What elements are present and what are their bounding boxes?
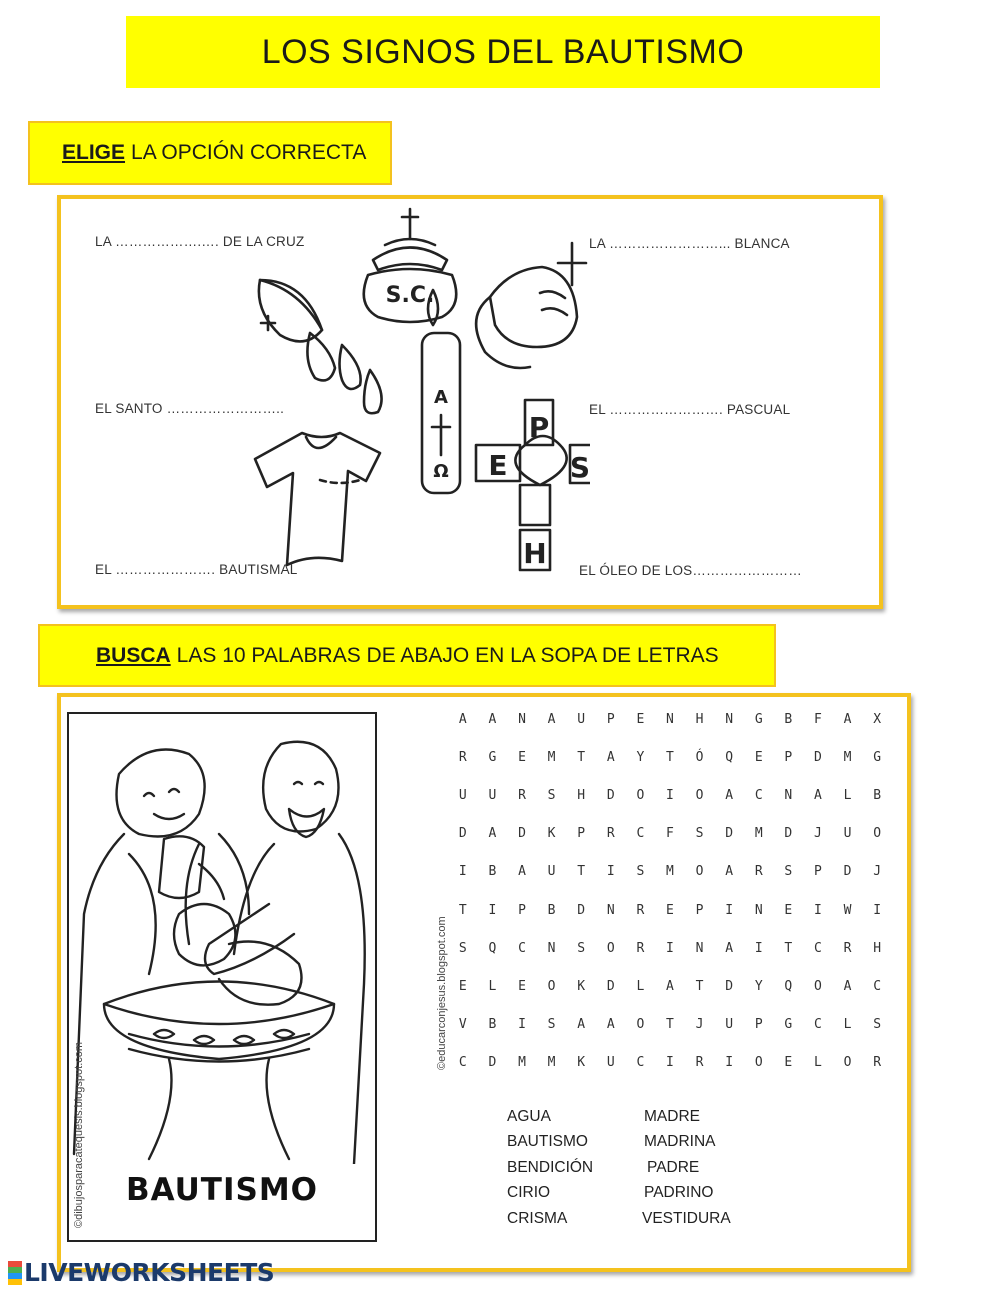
- grid-cell[interactable]: D: [606, 978, 615, 994]
- grid-cell[interactable]: D: [725, 978, 734, 994]
- grid-cell[interactable]: P: [606, 711, 615, 727]
- letter-p: P: [528, 411, 550, 444]
- grid-cell[interactable]: M: [547, 749, 556, 765]
- grid-cell[interactable]: L: [843, 787, 852, 803]
- grid-cell[interactable]: C: [814, 1017, 822, 1033]
- grid-cell[interactable]: D: [518, 826, 526, 842]
- word-item: CIRIO: [507, 1184, 551, 1202]
- candle-alpha: A: [434, 387, 448, 408]
- word-item: AGUA: [507, 1108, 551, 1125]
- grid-cell[interactable]: L: [636, 978, 645, 994]
- grid-cell[interactable]: T: [666, 1017, 674, 1033]
- grid-cell[interactable]: Ó: [695, 749, 704, 765]
- grid-cell[interactable]: Y: [636, 749, 645, 765]
- grid-cell[interactable]: R: [843, 940, 852, 956]
- grid-cell[interactable]: J: [814, 826, 822, 842]
- grid-cell[interactable]: O: [695, 864, 704, 880]
- grid-cell[interactable]: M: [518, 1055, 526, 1071]
- grid-cell[interactable]: O: [636, 1017, 645, 1033]
- grid-cell[interactable]: C: [636, 1055, 645, 1071]
- grid-cell[interactable]: Q: [725, 749, 734, 765]
- grid-cell[interactable]: I: [666, 787, 674, 803]
- grid-cell[interactable]: R: [518, 787, 526, 803]
- grid-cell[interactable]: I: [488, 902, 497, 918]
- grid-cell[interactable]: G: [754, 711, 763, 727]
- grid-cell[interactable]: L: [814, 1055, 822, 1071]
- instruction-search-text: LAS 10 PALABRAS DE ABAJO EN LA SOPA DE LETRAS: [176, 643, 719, 667]
- grid-cell[interactable]: E: [518, 978, 526, 994]
- grid-cell[interactable]: A: [518, 864, 526, 880]
- liveworksheets-logo[interactable]: [8, 1258, 274, 1287]
- grid-cell[interactable]: P: [784, 749, 793, 765]
- grid-cell[interactable]: N: [725, 711, 734, 727]
- grid-cell[interactable]: U: [488, 787, 497, 803]
- grid-cell[interactable]: N: [754, 902, 763, 918]
- grid-cell[interactable]: M: [843, 749, 852, 765]
- grid-cell[interactable]: A: [725, 940, 734, 956]
- grid-cell[interactable]: E: [458, 978, 467, 994]
- live-badge-icon: [8, 1261, 22, 1285]
- grid-cell[interactable]: N: [606, 902, 615, 918]
- grid-cell[interactable]: L: [843, 1017, 852, 1033]
- grid-cell[interactable]: Q: [488, 940, 497, 956]
- credit-left: ©dibujosparacatequesis.blogspot.com: [73, 1041, 85, 1228]
- grid-cell[interactable]: N: [547, 940, 556, 956]
- grid-cell[interactable]: E: [784, 902, 793, 918]
- grid-cell[interactable]: O: [814, 978, 822, 994]
- grid-cell[interactable]: O: [547, 978, 556, 994]
- blank-sign-of-cross[interactable]: LA ……………….…. DE LA CRUZ: [95, 234, 305, 249]
- grid-cell[interactable]: F: [814, 711, 822, 727]
- letter-s: S: [569, 451, 590, 484]
- baptism-signs-illustration: [250, 205, 590, 580]
- grid-cell[interactable]: N: [666, 711, 674, 727]
- grid-cell[interactable]: D: [725, 826, 734, 842]
- instruction-choose-text: LA OPCIÓN CORRECTA: [131, 141, 367, 164]
- grid-cell[interactable]: U: [843, 826, 852, 842]
- grid-cell[interactable]: A: [488, 826, 497, 842]
- oil-vessel-cross-icon: [402, 209, 418, 239]
- grid-cell[interactable]: B: [547, 902, 556, 918]
- grid-cell[interactable]: D: [814, 749, 822, 765]
- illustration-caption: BAUTISMO: [125, 1172, 319, 1208]
- grid-cell[interactable]: T: [695, 978, 704, 994]
- grid-cell[interactable]: V: [458, 1017, 467, 1033]
- grid-cell[interactable]: N: [695, 940, 704, 956]
- grid-cell[interactable]: Y: [754, 978, 763, 994]
- grid-cell[interactable]: O: [843, 1055, 852, 1071]
- grid-cell[interactable]: H: [695, 711, 704, 727]
- grid-cell[interactable]: N: [518, 711, 526, 727]
- grid-cell[interactable]: T: [784, 940, 793, 956]
- grid-cell[interactable]: P: [518, 902, 526, 918]
- garment-icon: [255, 433, 380, 565]
- grid-cell[interactable]: A: [488, 711, 497, 727]
- grid-cell[interactable]: C: [458, 1055, 467, 1071]
- holy-oil-label: S.C.: [385, 283, 435, 308]
- grid-cell[interactable]: O: [754, 1055, 763, 1071]
- word-item: MADRE: [644, 1108, 700, 1125]
- grid-cell[interactable]: E: [518, 749, 526, 765]
- grid-cell[interactable]: P: [754, 1017, 763, 1033]
- grid-cell[interactable]: O: [606, 940, 615, 956]
- grid-cell[interactable]: R: [695, 1055, 704, 1071]
- grid-cell[interactable]: I: [873, 902, 882, 918]
- word-item: MADRINA: [644, 1133, 716, 1151]
- grid-cell[interactable]: O: [873, 826, 882, 842]
- grid-cell[interactable]: M: [666, 864, 674, 880]
- candle-cross-icon: [432, 415, 450, 455]
- grid-cell[interactable]: U: [725, 1017, 734, 1033]
- grid-cell[interactable]: C: [754, 787, 763, 803]
- grid-cell[interactable]: I: [725, 1055, 734, 1071]
- grid-cell[interactable]: G: [784, 1017, 793, 1033]
- grid-cell[interactable]: I: [666, 1055, 674, 1071]
- grid-cell[interactable]: R: [636, 940, 645, 956]
- grid-cell[interactable]: B: [784, 711, 793, 727]
- grid-cell[interactable]: G: [873, 749, 882, 765]
- logo-text: LIVEWORKSHEETS: [24, 1258, 275, 1287]
- grid-cell[interactable]: I: [754, 940, 763, 956]
- grid-cell[interactable]: R: [873, 1055, 882, 1071]
- grid-cell[interactable]: A: [606, 749, 615, 765]
- grid-cell[interactable]: A: [606, 1017, 615, 1033]
- grid-cell[interactable]: D: [577, 902, 586, 918]
- instruction-search: [38, 624, 776, 687]
- grid-cell[interactable]: P: [814, 864, 822, 880]
- letter-grid[interactable]: [448, 700, 892, 1082]
- grid-cell[interactable]: F: [666, 826, 674, 842]
- letter-h: H: [523, 537, 547, 570]
- letter-e: E: [488, 449, 508, 482]
- grid-cell[interactable]: O: [636, 787, 645, 803]
- grid-cell[interactable]: A: [843, 711, 852, 727]
- grid-cell[interactable]: N: [784, 787, 793, 803]
- grid-cell[interactable]: A: [458, 711, 467, 727]
- grid-cell[interactable]: A: [666, 978, 674, 994]
- grid-cell[interactable]: S: [458, 940, 467, 956]
- grid-cell[interactable]: I: [725, 902, 734, 918]
- grid-cell[interactable]: T: [577, 749, 586, 765]
- grid-cell[interactable]: I: [814, 902, 822, 918]
- grid-cell[interactable]: E: [636, 711, 645, 727]
- grid-cell[interactable]: R: [458, 749, 467, 765]
- grid-cell[interactable]: U: [547, 864, 556, 880]
- grid-cell[interactable]: R: [636, 902, 645, 918]
- grid-cell[interactable]: U: [577, 711, 586, 727]
- grid-cell[interactable]: B: [488, 864, 497, 880]
- blank-oil-of-catechumens[interactable]: EL ÓLEO DE LOS……………………: [579, 563, 802, 578]
- blank-holy-chrism[interactable]: EL SANTO ……………………..: [95, 401, 285, 416]
- grid-cell[interactable]: J: [873, 864, 882, 880]
- word-item: PADRE: [647, 1158, 700, 1176]
- grid-cell[interactable]: K: [577, 1055, 586, 1071]
- grid-cell[interactable]: O: [695, 787, 704, 803]
- page-title: LOS SIGNOS DEL BAUTISMO: [126, 16, 880, 88]
- grid-cell[interactable]: M: [547, 1055, 556, 1071]
- grid-cell[interactable]: D: [606, 787, 615, 803]
- grid-cell[interactable]: T: [458, 902, 467, 918]
- grid-cell[interactable]: A: [725, 787, 734, 803]
- blank-white-garment[interactable]: LA ……………………... BLANCA: [589, 236, 790, 251]
- grid-cell[interactable]: T: [577, 864, 586, 880]
- grid-cell[interactable]: C: [814, 940, 822, 956]
- grid-cell[interactable]: S: [547, 1017, 556, 1033]
- word-list-left: [507, 1104, 593, 1231]
- instruction-choose: [28, 121, 392, 185]
- grid-cell[interactable]: R: [606, 826, 615, 842]
- word-item: CRISMA: [507, 1209, 568, 1227]
- credit-right: ©educarconjesus.blogspot.com: [436, 916, 448, 1070]
- grid-cell[interactable]: U: [606, 1055, 615, 1071]
- grid-cell[interactable]: D: [488, 1055, 497, 1071]
- grid-cell[interactable]: K: [577, 978, 586, 994]
- grid-cell[interactable]: W: [843, 902, 852, 918]
- blank-paschal-candle[interactable]: EL ……………………. PASCUAL: [589, 402, 791, 417]
- grid-cell[interactable]: R: [754, 864, 763, 880]
- grid-cell[interactable]: S: [547, 787, 556, 803]
- grid-cell[interactable]: L: [488, 978, 497, 994]
- candle-omega: Ω: [433, 461, 449, 482]
- grid-cell[interactable]: X: [873, 711, 882, 727]
- grid-cell[interactable]: Q: [784, 978, 793, 994]
- baptism-illustration: [69, 714, 375, 1164]
- grid-cell[interactable]: E: [666, 902, 674, 918]
- word-list-right: [644, 1104, 731, 1231]
- grid-cell[interactable]: B: [488, 1017, 497, 1033]
- grid-cell[interactable]: C: [873, 978, 882, 994]
- grid-cell[interactable]: I: [458, 864, 467, 880]
- grid-cell[interactable]: S: [784, 864, 793, 880]
- instruction-choose-keyword: ELIGE: [62, 141, 126, 164]
- grid-cell[interactable]: S: [695, 826, 704, 842]
- word-item: PADRINO: [644, 1184, 714, 1202]
- grid-cell[interactable]: C: [636, 826, 645, 842]
- grid-cell[interactable]: E: [754, 749, 763, 765]
- word-item: BAUTISMO: [507, 1133, 588, 1151]
- grid-cell[interactable]: I: [518, 1017, 526, 1033]
- grid-cell[interactable]: D: [458, 826, 467, 842]
- grid-cell[interactable]: A: [843, 978, 852, 994]
- grid-cell[interactable]: K: [547, 826, 556, 842]
- grid-cell[interactable]: T: [666, 749, 674, 765]
- grid-cell[interactable]: U: [458, 787, 467, 803]
- grid-cell[interactable]: D: [843, 864, 852, 880]
- grid-cell[interactable]: D: [784, 826, 793, 842]
- blank-baptismal-font[interactable]: EL …………………. BAUTISMAL: [95, 562, 298, 577]
- grid-cell[interactable]: H: [577, 787, 586, 803]
- grid-cell[interactable]: B: [873, 787, 882, 803]
- grid-cell[interactable]: P: [695, 902, 704, 918]
- grid-cell[interactable]: J: [695, 1017, 704, 1033]
- grid-cell[interactable]: I: [606, 864, 615, 880]
- grid-cell[interactable]: S: [577, 940, 586, 956]
- grid-cell[interactable]: A: [547, 711, 556, 727]
- grid-cell[interactable]: I: [666, 940, 674, 956]
- grid-cell[interactable]: C: [518, 940, 526, 956]
- grid-cell[interactable]: H: [873, 940, 882, 956]
- grid-cell[interactable]: A: [814, 787, 822, 803]
- word-item: VESTIDURA: [642, 1209, 731, 1227]
- grid-cell[interactable]: P: [577, 826, 586, 842]
- grid-cell[interactable]: S: [873, 1017, 882, 1033]
- grid-cell[interactable]: S: [636, 864, 645, 880]
- grid-cell[interactable]: E: [784, 1055, 793, 1071]
- instruction-search-keyword: BUSCA: [96, 643, 171, 667]
- grid-cell[interactable]: A: [725, 864, 734, 880]
- grid-cell[interactable]: M: [754, 826, 763, 842]
- grid-cell[interactable]: G: [488, 749, 497, 765]
- hand-cross-icon: [558, 243, 586, 285]
- grid-cell[interactable]: A: [577, 1017, 586, 1033]
- word-item: BENDICIÓN: [507, 1158, 594, 1176]
